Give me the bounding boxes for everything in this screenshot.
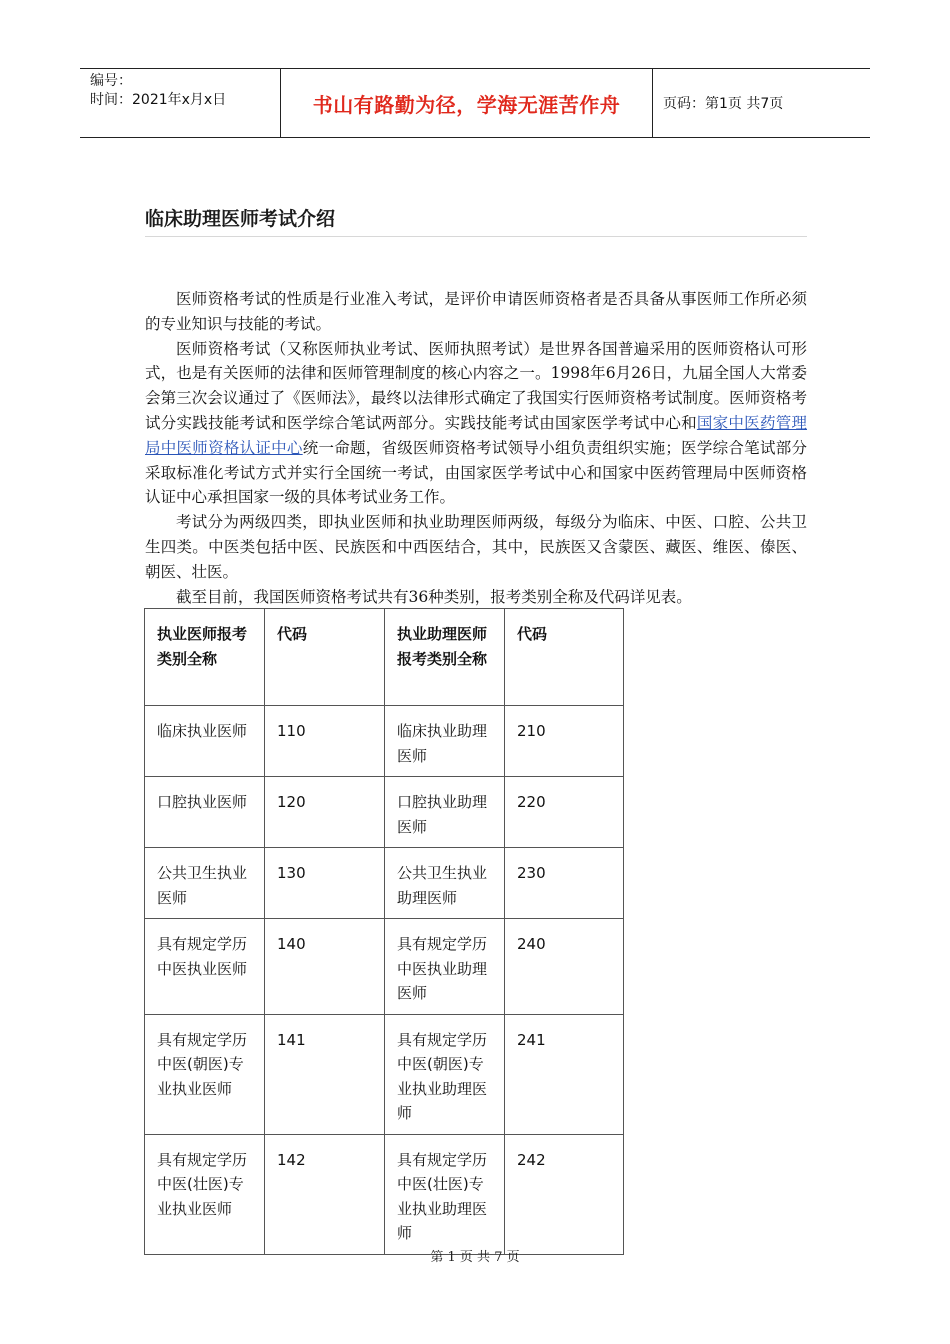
exam-category-table bbox=[144, 608, 624, 1255]
header-assistant-code: 代码 bbox=[505, 609, 624, 706]
physician-category-cell: 具有规定学历中医(朝医)专业执业医师 bbox=[145, 1014, 265, 1134]
document-title: 临床助理医师考试介绍 bbox=[145, 208, 336, 230]
physician-category-cell: 临床执业医师 bbox=[145, 706, 265, 777]
physician-code-cell: 141 bbox=[265, 1014, 385, 1134]
assistant-code-cell: 242 bbox=[505, 1134, 624, 1254]
assistant-code-cell: 241 bbox=[505, 1014, 624, 1134]
paragraph-3: 考试分为两级四类，即执业医师和执业助理医师两级，每级分为临床、中医、口腔、公共卫生四类。中医类包括中医、民族医和中西医结合，其中，民族医又含蒙医、藏医、维医、傣医、朝医、壮医。 bbox=[145, 513, 807, 581]
paragraph-2 bbox=[145, 337, 807, 511]
table-row bbox=[145, 919, 624, 1015]
certification-center-link[interactable]: 国家中医药管理局中医师资格认证中心 bbox=[145, 413, 807, 457]
table-row bbox=[145, 1014, 624, 1134]
table-row bbox=[145, 848, 624, 919]
physician-category-cell: 具有规定学历中医执业医师 bbox=[145, 919, 265, 1015]
header-page-info: 页码：第1页 共7页 bbox=[663, 96, 784, 112]
header-motto: 书山有路勤为径，学海无涯苦作舟 bbox=[281, 69, 653, 137]
assistant-category-cell: 口腔执业助理医师 bbox=[385, 777, 505, 848]
paragraph-1: 医师资格考试的性质是行业准入考试，是评价申请医师资格者是否具备从事医师工作所必须的专业知识与技能的考试。 bbox=[145, 290, 807, 333]
header-assistant-category: 执业助理医师报考类别全称 bbox=[385, 609, 505, 706]
assistant-code-cell: 220 bbox=[505, 777, 624, 848]
physician-code-cell: 120 bbox=[265, 777, 385, 848]
table-row bbox=[145, 777, 624, 848]
table-row bbox=[145, 706, 624, 777]
page-footer: 第 1 页 共 7 页 bbox=[430, 1250, 520, 1265]
physician-code-cell: 130 bbox=[265, 848, 385, 919]
paragraph-2-text-a: 医师资格考试（又称医师执业考试、医师执照考试）是世界各国普遍采用的医师资格认可形式，也是有关医师的法律和医师管理制度的核心内容之一。1998年6月26日，九届全国人大常委会第三次会议通过了《医师法》，最终以法律形式确定了我国实行医师资格考试制度。医师资格考试分实践技能考试和医学综合笔试两部分。实践技能考试由国家医学考试中心和 bbox=[145, 339, 807, 432]
paragraph-2-text-b: 统一命题，省级医师资格考试领导小组负责组织实施；医学综合笔试部分采取标准化考试方式并实行全国统一考试，由国家医学考试中心和国家中医药管理局中医师资格认证中心承担国家一级的具体考试业务工作。 bbox=[145, 438, 807, 507]
assistant-category-cell: 具有规定学历中医执业助理医师 bbox=[385, 919, 505, 1015]
header-meta bbox=[80, 69, 281, 137]
table-row bbox=[145, 1134, 624, 1254]
physician-category-cell: 公共卫生执业医师 bbox=[145, 848, 265, 919]
physician-category-cell: 口腔执业医师 bbox=[145, 777, 265, 848]
physician-category-cell: 具有规定学历中医(壮医)专业执业医师 bbox=[145, 1134, 265, 1254]
assistant-code-cell: 230 bbox=[505, 848, 624, 919]
assistant-code-cell: 240 bbox=[505, 919, 624, 1015]
title-divider bbox=[145, 236, 807, 237]
document-body bbox=[145, 287, 807, 609]
assistant-category-cell: 临床执业助理医师 bbox=[385, 706, 505, 777]
header-physician-category: 执业医师报考类别全称 bbox=[145, 609, 265, 706]
header-time: 时间：2021年x月x日 bbox=[90, 92, 227, 108]
header-physician-code: 代码 bbox=[265, 609, 385, 706]
physician-code-cell: 110 bbox=[265, 706, 385, 777]
assistant-category-cell: 具有规定学历中医(壮医)专业执业助理医师 bbox=[385, 1134, 505, 1254]
assistant-category-cell: 公共卫生执业助理医师 bbox=[385, 848, 505, 919]
physician-code-cell: 140 bbox=[265, 919, 385, 1015]
assistant-category-cell: 具有规定学历中医(朝医)专业执业助理医师 bbox=[385, 1014, 505, 1134]
table-header-row bbox=[145, 609, 624, 706]
document-header bbox=[80, 68, 870, 138]
assistant-code-cell: 210 bbox=[505, 706, 624, 777]
table-viewport bbox=[140, 604, 630, 1242]
paragraph-4: 截至目前，我国医师资格考试共有36种类别，报考类别全称及代码详见表。 bbox=[176, 587, 692, 606]
physician-code-cell: 142 bbox=[265, 1134, 385, 1254]
header-number: 编号： bbox=[90, 73, 132, 89]
